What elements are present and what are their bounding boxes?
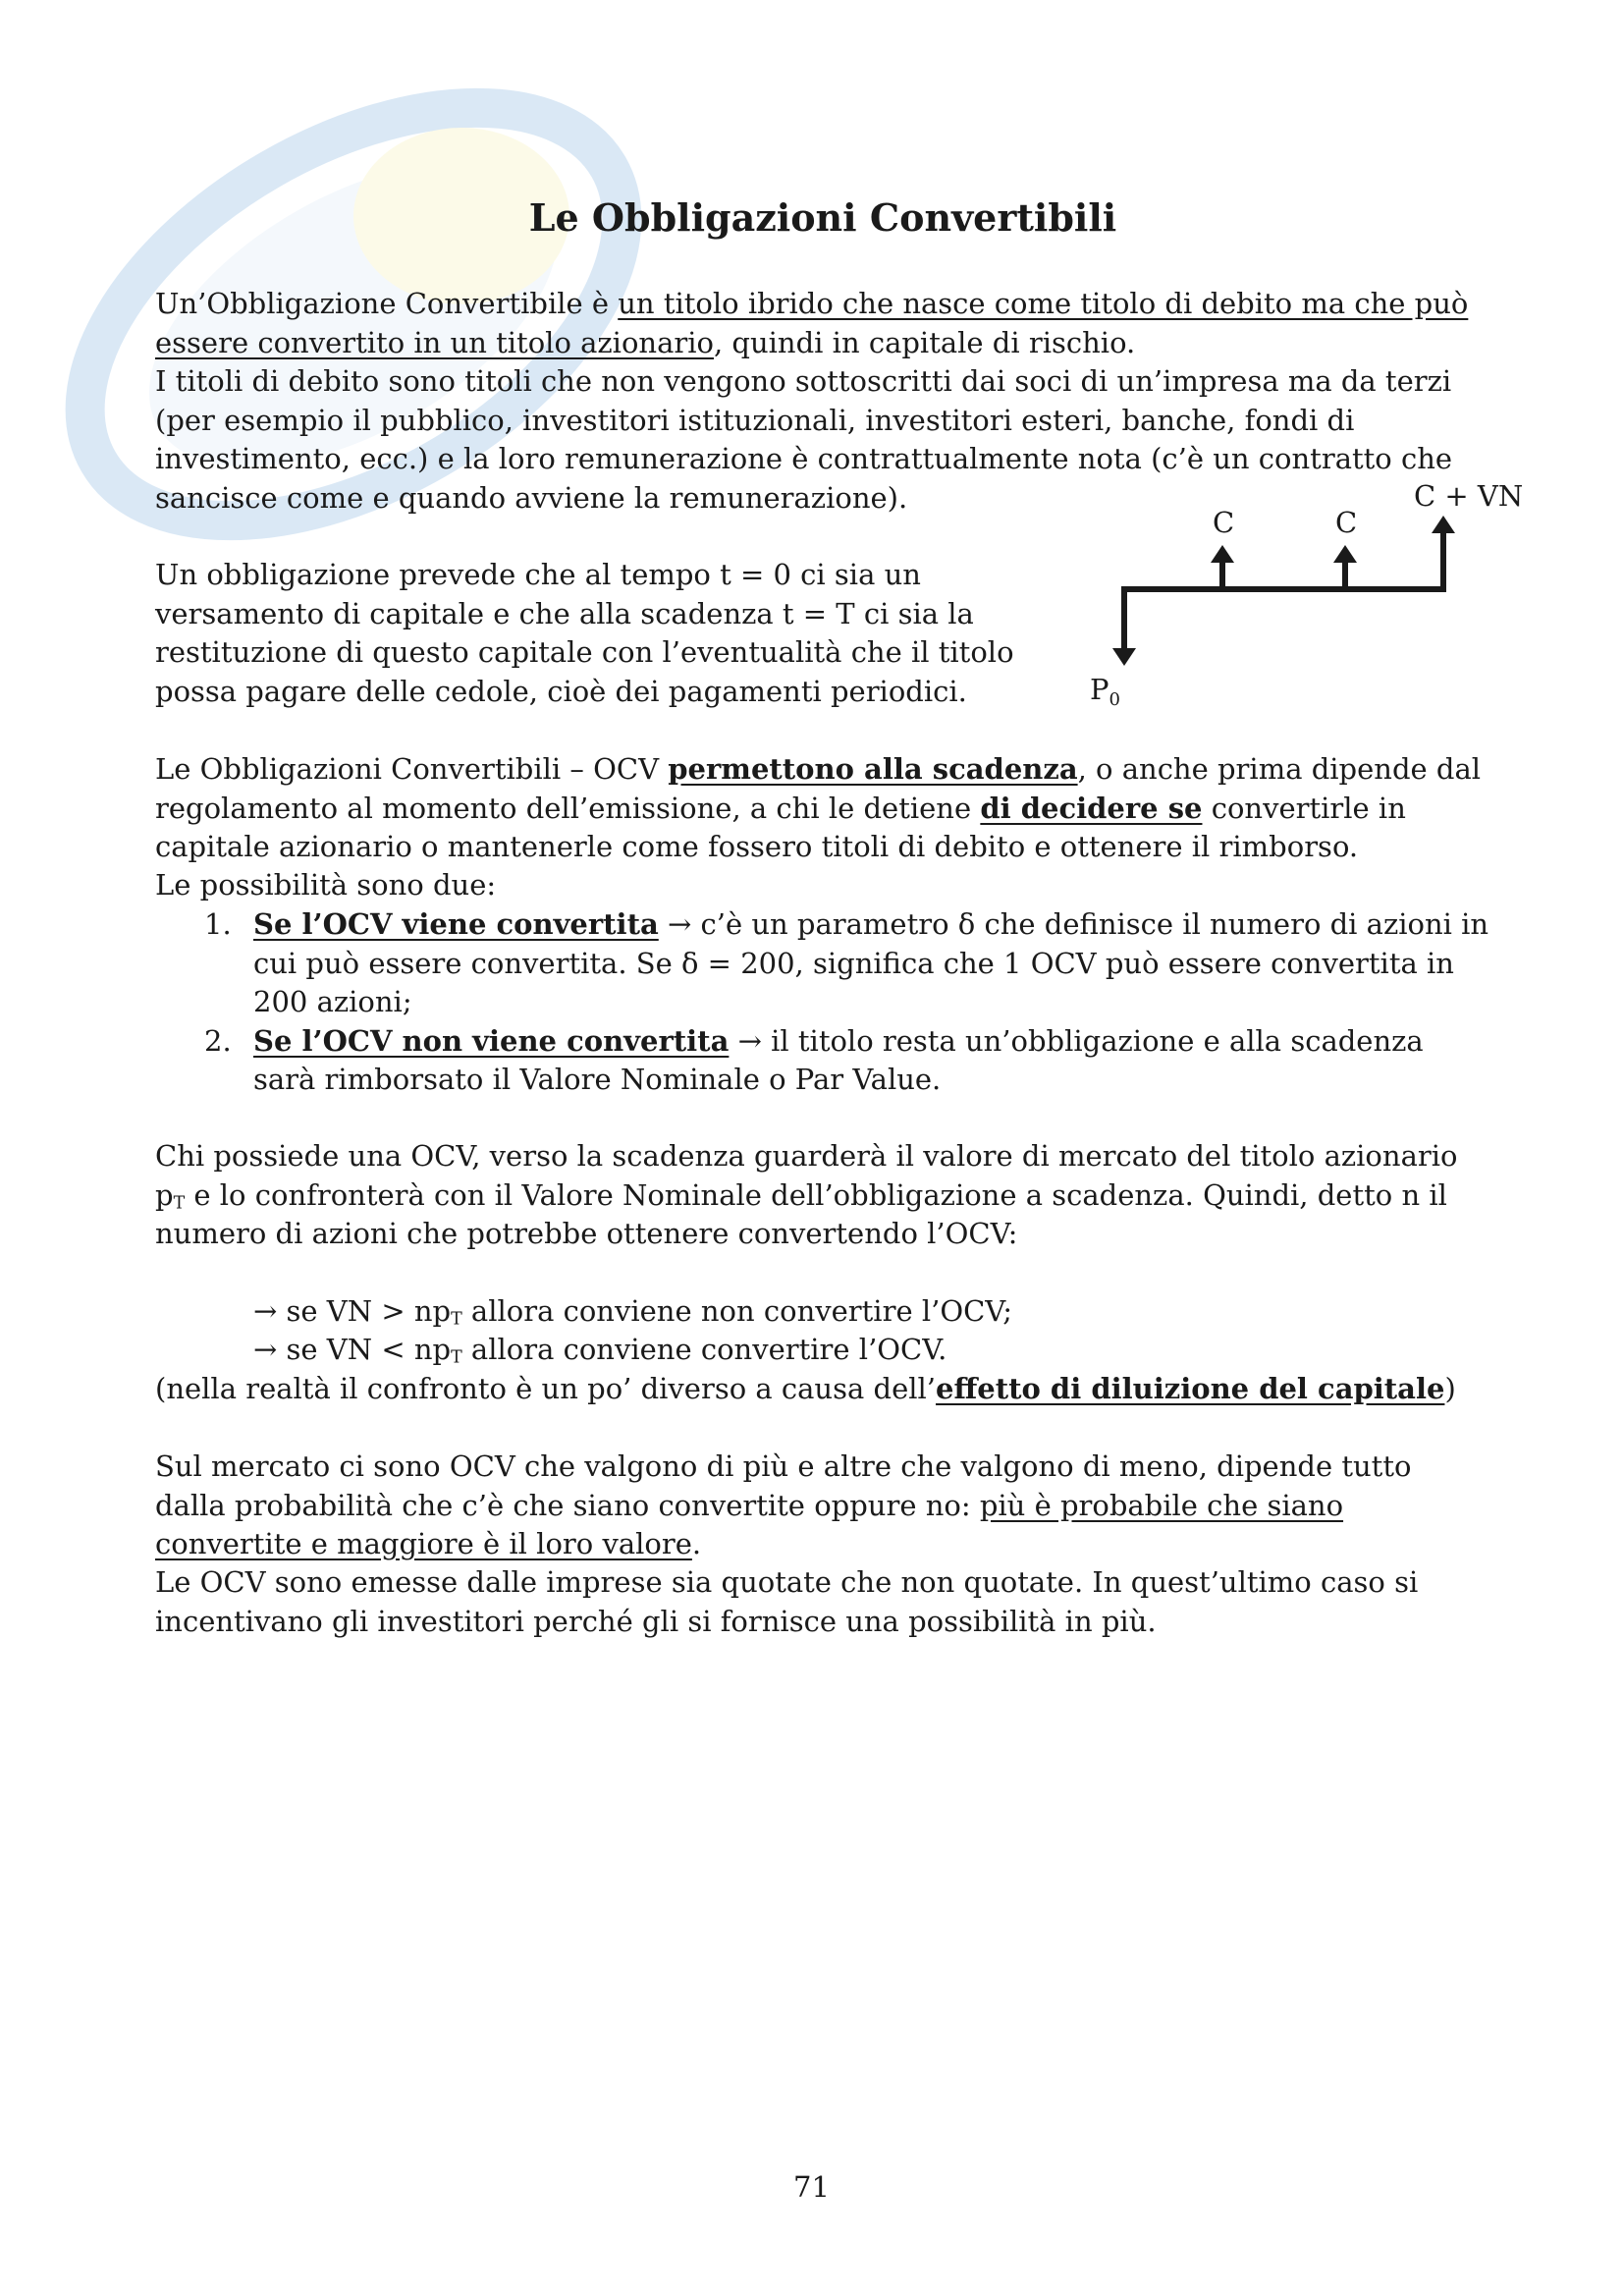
paragraph-market-value: Sul mercato ci sono OCV che valgono di più e altre che valgono di meno, dipende tutto dalla probabilità che c’è che siano convertite oppure no: più è probabile che siano convertite e maggiore è il loro valore. (155, 1449, 1412, 1560)
paragraph-dilution: (nella realtà il confronto è un po’ diverso a causa dell’effetto di diluizione del capitale) (155, 1372, 1456, 1405)
bold-maturity: permettono alla scadenza (668, 752, 1078, 786)
possibilities-list (155, 905, 1490, 1100)
page-title: Le Obbligazioni Convertibili (528, 195, 1117, 240)
list-number: 1. (204, 907, 232, 941)
paragraph-definition: Un’Obbligazione Convertibile è un titolo ibrido che nasce come titolo di debito ma che può essere convertito in un titolo azionario, quindi in capitale di rischio. (155, 287, 1469, 359)
rule-line: → se VN > $np_T$ allora conviene non convertire l’OCV; (253, 1294, 1013, 1330)
underlined-definition: un titolo ibrido che nasce come titolo di debito ma che può essere convertito in un titolo azionario (155, 287, 1469, 359)
underlined-value: più è probabile che siano convertite e maggiore è il loro valore (155, 1488, 1344, 1560)
list-item-heading: Se l’OCV viene convertita (253, 907, 659, 941)
arrow-icon: → (658, 907, 701, 941)
list-item: 1. Se l’OCV viene convertita → c’è un parametro δ che definisce il numero di azioni in cui può essere convertita. Se δ = 200, significa che 1 OCV può essere convertita in 200 azioni; (204, 907, 1489, 1018)
arrow-up-icon (1432, 516, 1455, 533)
list-number: 2. (204, 1023, 232, 1058)
bold-dilution: effetto di diluizione del capitale (936, 1372, 1445, 1405)
list-item-heading: Se l’OCV non viene convertita (253, 1023, 730, 1058)
rule-line: → se VN < $np_T$ allora conviene convertire l’OCV. (253, 1333, 947, 1368)
price-label: $P_0$ (1090, 673, 1120, 710)
paragraph-debt-titles: I titoli di debito sono titoli che non vengono sottoscritti dai soci di un’impresa ma da terzi (per esempio il pubblico, investitori istituzionali, investitori esteri, banche, fondi di investimento, ecc.) e la loro remunerazione è contrattualmente nota (c’è un contratto che sancisce come e quando avviene la remunerazione). (155, 364, 1453, 515)
coupon-label: C (1213, 506, 1235, 539)
paragraph-ocv-choice: Le Obbligazioni Convertibili – OCV permettono alla scadenza, o anche prima dipende dal regolamento al momento dell’emissione, a chi le detiene di decidere se convertirle in capitale azionario o mantenerle come fossero titoli di debito e ottenere il rimborso. (155, 752, 1482, 863)
arrow-icon: → (729, 1023, 772, 1058)
paragraph-bond-flow: Un obbligazione prevede che al tempo t = 0 ci sia un versamento di capitale e che alla scadenza t = T ci sia la restituzione di questo capitale con l’eventualità che il titolo possa pagare delle cedole, cioè dei pagamenti periodici. (155, 558, 1014, 708)
arrow-down-icon (1112, 648, 1136, 666)
paragraph-issuers: Le OCV sono emesse dalle imprese sia quotate che non quotate. In quest’ultimo caso si incentivano gli investitori perché gli si fornisce una possibilità in più. (155, 1565, 1419, 1638)
cash-flow-diagram (1070, 471, 1532, 717)
arrow-up-icon (1333, 545, 1357, 563)
paragraph-possibilities: Le possibilità sono due: (155, 868, 497, 902)
arrow-up-icon (1211, 545, 1234, 563)
paragraph-comparison: Chi possiede una OCV, verso la scadenza guarderà il valore di mercato del titolo azionario $p_T$ e lo confronterà con il Valore Nominale dell’obbligazione a scadenza. Quindi, detto n il numero di azioni che potrebbe ottenere convertendo l’OCV: (155, 1139, 1458, 1250)
final-label: C + VN (1414, 479, 1524, 513)
coupon-label: C (1335, 506, 1358, 539)
bold-decide: di decidere se (980, 791, 1203, 825)
list-item: 2. Se l’OCV non viene convertita → il titolo resta un’obbligazione e alla scadenza sarà rimborsato il Valore Nominale o Par Value. (204, 1023, 1424, 1096)
page-number: 71 (793, 2170, 830, 2204)
